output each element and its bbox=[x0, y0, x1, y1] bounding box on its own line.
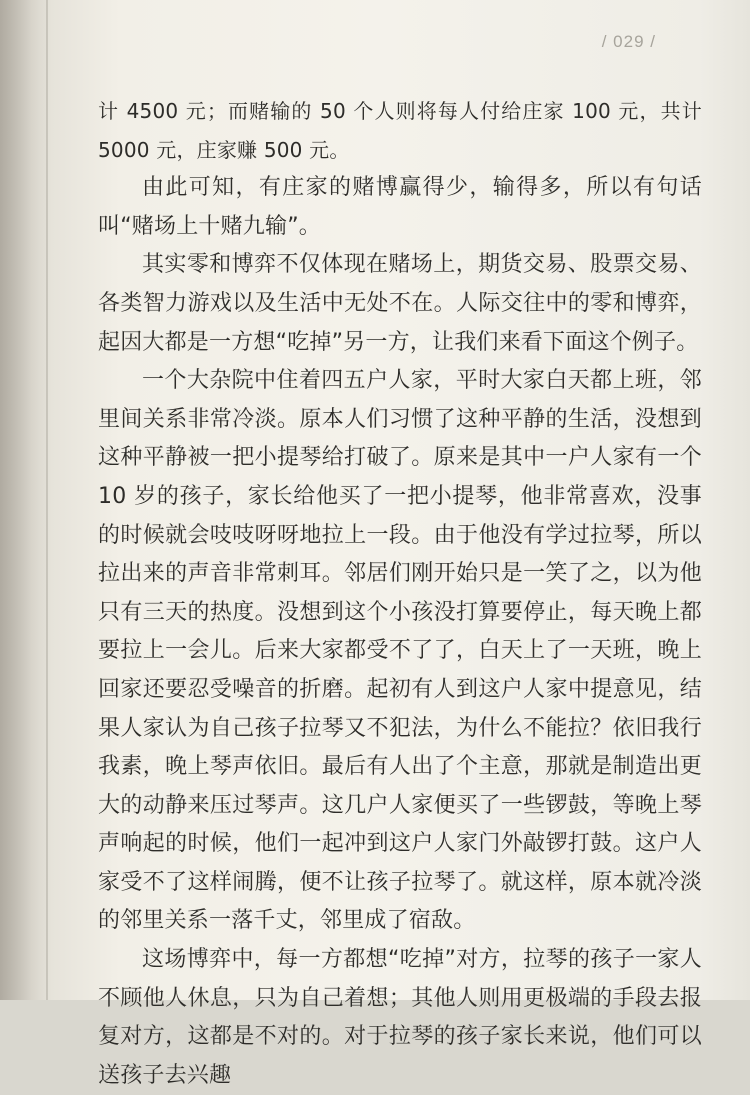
book-spine-shadow bbox=[0, 0, 52, 1000]
page-number: / 029 / bbox=[601, 32, 656, 51]
paragraph: 这场博弈中，每一方都想“吃掉”对方，拉琴的孩子一家人不顾他人休息，只为自己着想；其他人则用更极端的手段去报复对方，这都是不对的。对于拉琴的孩子家长来说，他们可以送孩子去兴趣 bbox=[98, 947, 702, 1088]
paragraph: 一个大杂院中住着四五户人家，平时大家白天都上班，邻里间关系非常冷淡。原本人们习惯了这种平静的生活，没想到这种平静被一把小提琴给打破了。原来是其中一户人家有一个 10 岁的孩子，家长给他买了一把小提琴，他非常喜欢，没事的时候就会吱吱呀呀地拉上一段。由于他没有学过拉琴，所以拉出来的声音非常刺耳。邻居们刚开始只是一笑了之，以为他只有三天的热度。没想到这个小孩没打算要停止，每天晚上都要拉上一会儿。后来大家都受不了了，白天上了一天班，晚上回家还要忍受噪音的折磨。起初有人到这户人家中提意见，结果人家认为自己孩子拉琴又不犯法，为什么不能拉？依旧我行我素，晚上琴声依旧。最后有人出了个主意，那就是制造出更大的动静来压过琴声。这几户人家便买了一些锣鼓，等晚上琴声响起的时候，他们一起冲到这户人家门外敲锣打鼓。这户人家受不了这样闹腾，便不让孩子拉琴了。就这样，原本就冷淡的邻里关系一落千丈，邻里成了宿敌。 bbox=[98, 368, 702, 934]
paragraph-continued: 计 4500 元；而赌输的 50 个人则将每人付给庄家 100 元，共计 5000 元，庄家赚 500 元。 bbox=[98, 99, 702, 162]
paragraph: 由此可知，有庄家的赌博赢得少，输得多，所以有句话叫“赌场上十赌九输”。 bbox=[98, 175, 702, 239]
body-text bbox=[98, 92, 702, 1088]
paragraph: 其实零和博弈不仅体现在赌场上，期货交易、股票交易、各类智力游戏以及生活中无处不在。人际交往中的零和博弈，起因大都是一方想“吃掉”另一方，让我们来看下面这个例子。 bbox=[98, 252, 702, 355]
page-edge-line bbox=[46, 0, 48, 1000]
